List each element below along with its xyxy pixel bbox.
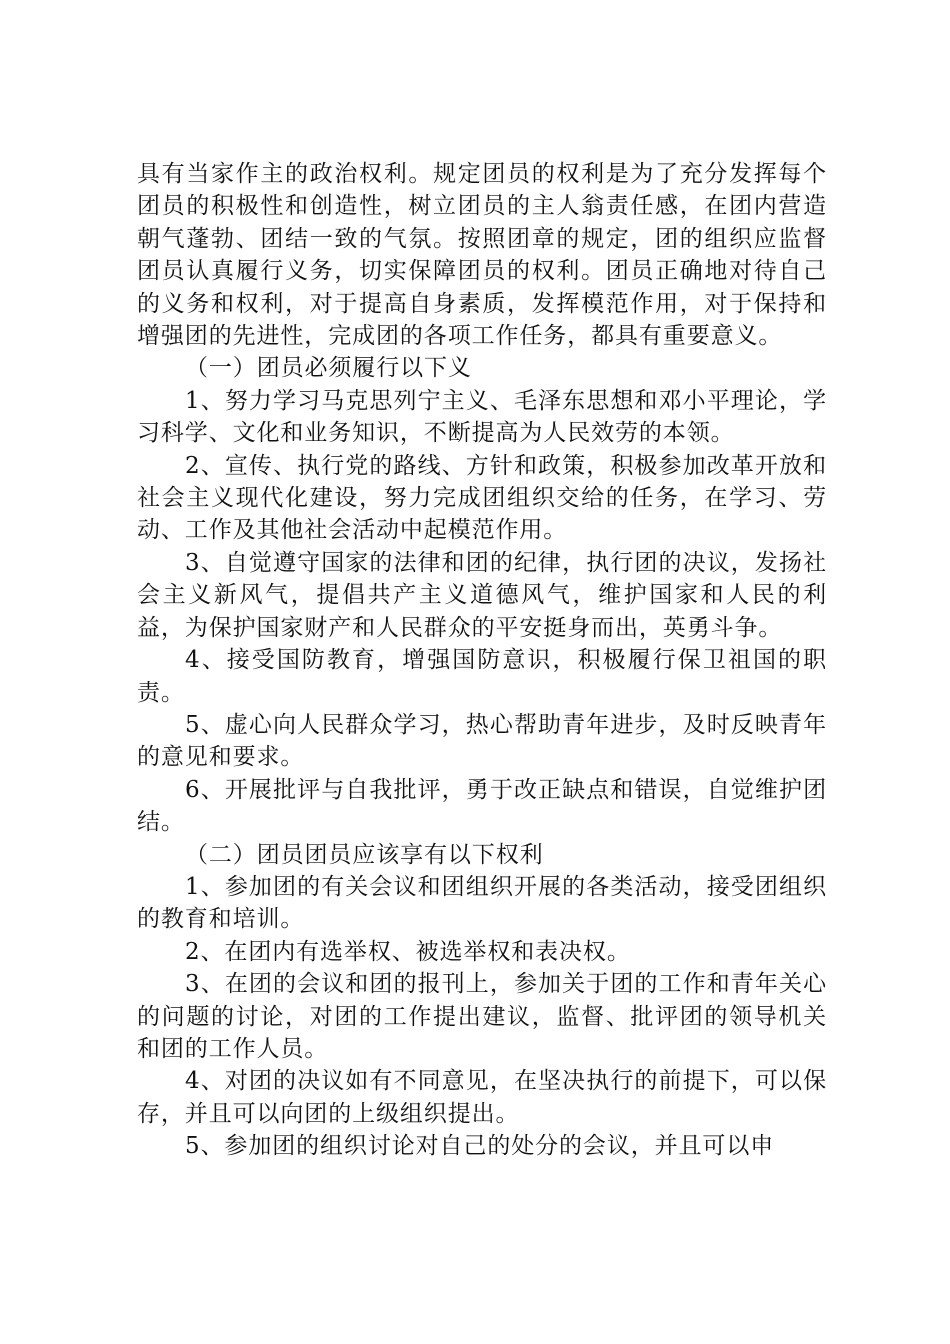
right-item: 4、对团的决议如有不同意见，在坚决执行的前提下，可以保存，并且可以向团的上级组织提出。	[137, 1068, 827, 1127]
section-heading-rights: （二）团员团员应该享有以下权利	[185, 841, 544, 868]
right-item: 5、参加团的组织讨论对自己的处分的会议，并且可以申	[185, 1133, 775, 1160]
section-heading-obligations: （一）团员必须履行以下义	[185, 355, 472, 382]
obligation-item: 4、接受国防教育，增强国防意识，积极履行保卫祖国的职责。	[137, 647, 827, 706]
opening-paragraph: 具有当家作主的政治权利。规定团员的权利是为了充分发挥每个团员的积极性和创造性，树立团员的主人翁责任感，在团内营造朝气蓬勃、团结一致的气氛。按照团章的规定，团的组织应监督团员认真履行义务，切实保障团员的权利。团员正确地对待自己的义务和权利，对于提高自身素质，发挥模范作用，对于保持和增强团的先进性，完成团的各项工作任务，都具有重要意义。	[137, 161, 827, 350]
document-body	[137, 158, 827, 1163]
obligation-item: 2、宣传、执行党的路线、方针和政策，积极参加改革开放和社会主义现代化建设，努力完成团组织交给的任务，在学习、劳动、工作及其他社会活动中起模范作用。	[137, 452, 827, 544]
right-item: 3、在团的会议和团的报刊上，参加关于团的工作和青年关心的问题的讨论，对团的工作提出建议，监督、批评团的领导机关和团的工作人员。	[137, 971, 827, 1062]
right-item: 1、参加团的有关会议和团组织开展的各类活动，接受团组织的教育和培训。	[137, 873, 827, 933]
obligation-item: 5、虚心向人民群众学习，热心帮助青年进步，及时反映青年的意见和要求。	[137, 711, 827, 771]
obligation-item: 6、开展批评与自我批评，勇于改正缺点和错误，自觉维护团结。	[137, 776, 827, 836]
obligation-item: 1、努力学习马克思列宁主义、毛泽东思想和邓小平理论，学习科学、文化和业务知识，不断提高为人民效劳的本领。	[137, 387, 827, 447]
right-item: 2、在团内有选举权、被选举权和表决权。	[185, 938, 631, 965]
obligation-item: 3、自觉遵守国家的法律和团的纪律，执行团的决议，发扬社会主义新风气，提倡共产主义道德风气，维护国家和人民的利益，为保护国家财产和人民群众的平安挺身而出，英勇斗争。	[137, 549, 827, 641]
